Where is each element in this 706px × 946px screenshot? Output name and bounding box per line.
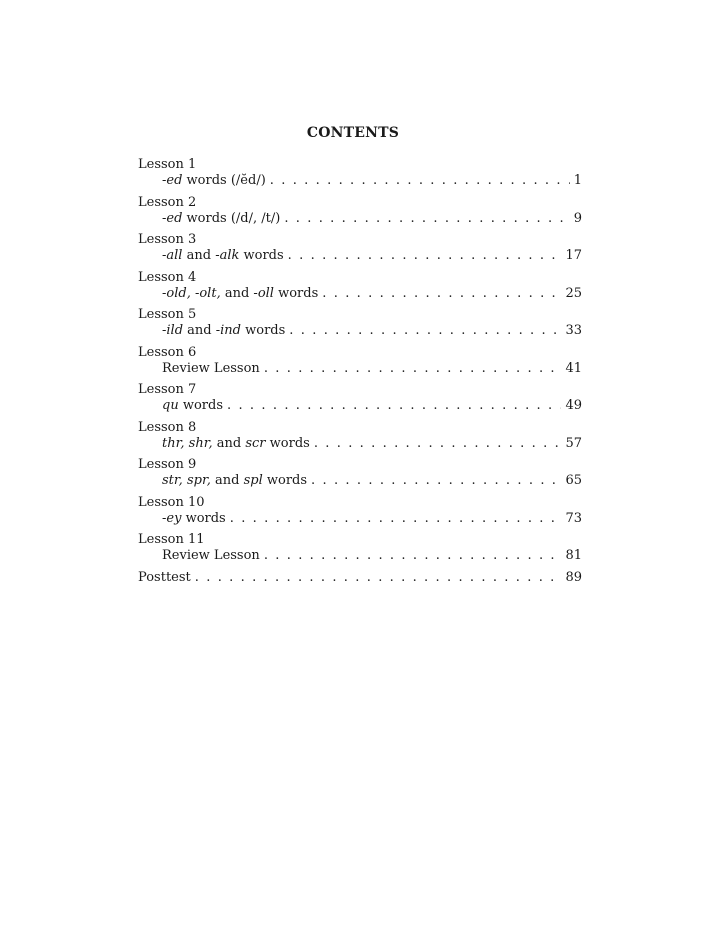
topic-italic-segment: -ed: [162, 210, 183, 226]
lesson-label: Lesson 8: [138, 419, 197, 435]
lesson-label: Lesson 4: [138, 269, 197, 285]
dot-leader: [264, 548, 562, 564]
lesson-topic: [162, 248, 284, 264]
lesson-page-number: 73: [565, 510, 582, 526]
topic-segment: words: [239, 248, 284, 263]
lesson-page-number: 1: [573, 173, 582, 188]
dot-leader: [284, 211, 569, 227]
lesson-label: Lesson 2: [138, 194, 197, 210]
dot-leader: [195, 570, 562, 586]
dot-leader: [264, 361, 562, 377]
lesson-page-number: 57: [565, 435, 582, 451]
topic-segment: and: [183, 323, 216, 338]
lesson-page-number: 33: [565, 323, 582, 338]
topic-italic-segment: thr, shr,: [162, 435, 213, 451]
topic-segment: words: [273, 285, 319, 301]
lesson-topic: [162, 473, 307, 489]
toc-entry[interactable]: [138, 398, 582, 414]
lesson-label: Lesson 3: [138, 232, 197, 247]
topic-segment: words: [265, 435, 310, 451]
toc-entry[interactable]: [138, 173, 582, 189]
toc-lesson: [138, 495, 582, 527]
topic-italic-segment: -old, -olt,: [162, 285, 221, 301]
toc-lesson: [138, 420, 582, 452]
lesson-page-number: 49: [565, 398, 582, 413]
topic-italic-segment: -ild: [162, 323, 184, 338]
page-title: CONTENTS: [306, 125, 400, 141]
toc-entry-posttest[interactable]: [138, 570, 582, 586]
topic-segment: words: [178, 398, 223, 413]
toc-lesson: [138, 157, 582, 189]
topic-italic-segment: -alk: [215, 248, 240, 263]
topic-segment: words: [241, 323, 286, 338]
lesson-topic: [162, 173, 266, 189]
toc-lesson: [138, 270, 582, 302]
toc-lesson: [138, 307, 582, 339]
lesson-label: Lesson 5: [138, 307, 197, 322]
toc-entry[interactable]: [138, 211, 582, 227]
topic-segment: and: [220, 285, 254, 301]
lesson-topic: [162, 436, 310, 452]
lesson-topic: [162, 286, 318, 302]
lesson-label: Lesson 11: [138, 532, 205, 547]
topic-italic-segment: -ey: [162, 510, 182, 526]
toc-entry[interactable]: [138, 436, 582, 452]
dot-leader: [311, 473, 561, 489]
toc-entry[interactable]: [138, 361, 582, 377]
topic-italic-segment: -ed: [162, 173, 183, 188]
lesson-label: Lesson 10: [138, 494, 205, 510]
toc-entry[interactable]: [138, 248, 582, 264]
toc-lesson: [138, 345, 582, 377]
lesson-page-number: 9: [573, 210, 582, 226]
topic-italic-segment: -oll: [253, 285, 274, 301]
toc-entry[interactable]: [138, 473, 582, 489]
posttest-label: Posttest: [138, 569, 191, 585]
toc-lesson: [138, 232, 582, 264]
topic-italic-segment: -ind: [215, 323, 241, 338]
dot-leader: [322, 286, 561, 302]
dot-leader: [289, 323, 561, 339]
lesson-topic: [162, 323, 285, 339]
lesson-label: Lesson 1: [138, 157, 197, 172]
topic-segment: and: [210, 473, 244, 488]
toc-entry[interactable]: [138, 511, 582, 527]
table-of-contents: [138, 157, 582, 586]
topic-segment: Review Lesson: [162, 548, 260, 563]
topic-italic-segment: qu: [162, 398, 179, 413]
toc-lesson-list: [138, 157, 582, 564]
topic-segment: words (/d/, /t/): [182, 210, 281, 226]
lesson-page-number: 65: [565, 473, 582, 488]
toc-lesson: [138, 457, 582, 489]
toc-lesson: [138, 195, 582, 227]
lesson-label: Lesson 6: [138, 344, 197, 360]
topic-italic-segment: str, spr,: [162, 473, 211, 488]
dot-leader: [288, 248, 562, 264]
topic-italic-segment: spl: [243, 473, 263, 488]
lesson-page-number: 81: [565, 548, 582, 563]
topic-segment: words (/ĕd/): [182, 173, 266, 188]
toc-entry[interactable]: [138, 323, 582, 339]
lesson-topic: [162, 361, 260, 377]
lesson-topic: [162, 398, 223, 414]
topic-segment: Review Lesson: [162, 360, 260, 376]
toc-entry[interactable]: [138, 548, 582, 564]
topic-segment: and: [182, 248, 216, 263]
lesson-topic: [162, 548, 260, 564]
dot-leader: [227, 398, 561, 414]
lesson-page-number: 25: [565, 285, 582, 301]
topic-segment: words: [181, 510, 226, 526]
topic-italic-segment: -all: [162, 248, 183, 263]
dot-leader: [270, 173, 570, 189]
toc-lesson: [138, 382, 582, 414]
toc-lesson: [138, 532, 582, 564]
lesson-page-number: 41: [565, 360, 582, 376]
topic-segment: words: [262, 473, 308, 488]
dot-leader: [230, 511, 562, 527]
topic-italic-segment: scr: [245, 435, 266, 451]
lesson-page-number: 17: [565, 248, 582, 263]
lesson-label: Lesson 9: [138, 457, 197, 472]
posttest-page-number: 89: [565, 569, 582, 585]
lesson-topic: [162, 511, 226, 527]
topic-segment: and: [212, 435, 246, 451]
toc-entry[interactable]: [138, 286, 582, 302]
lesson-label: Lesson 7: [138, 382, 197, 397]
dot-leader: [314, 436, 562, 452]
lesson-topic: [162, 211, 280, 227]
